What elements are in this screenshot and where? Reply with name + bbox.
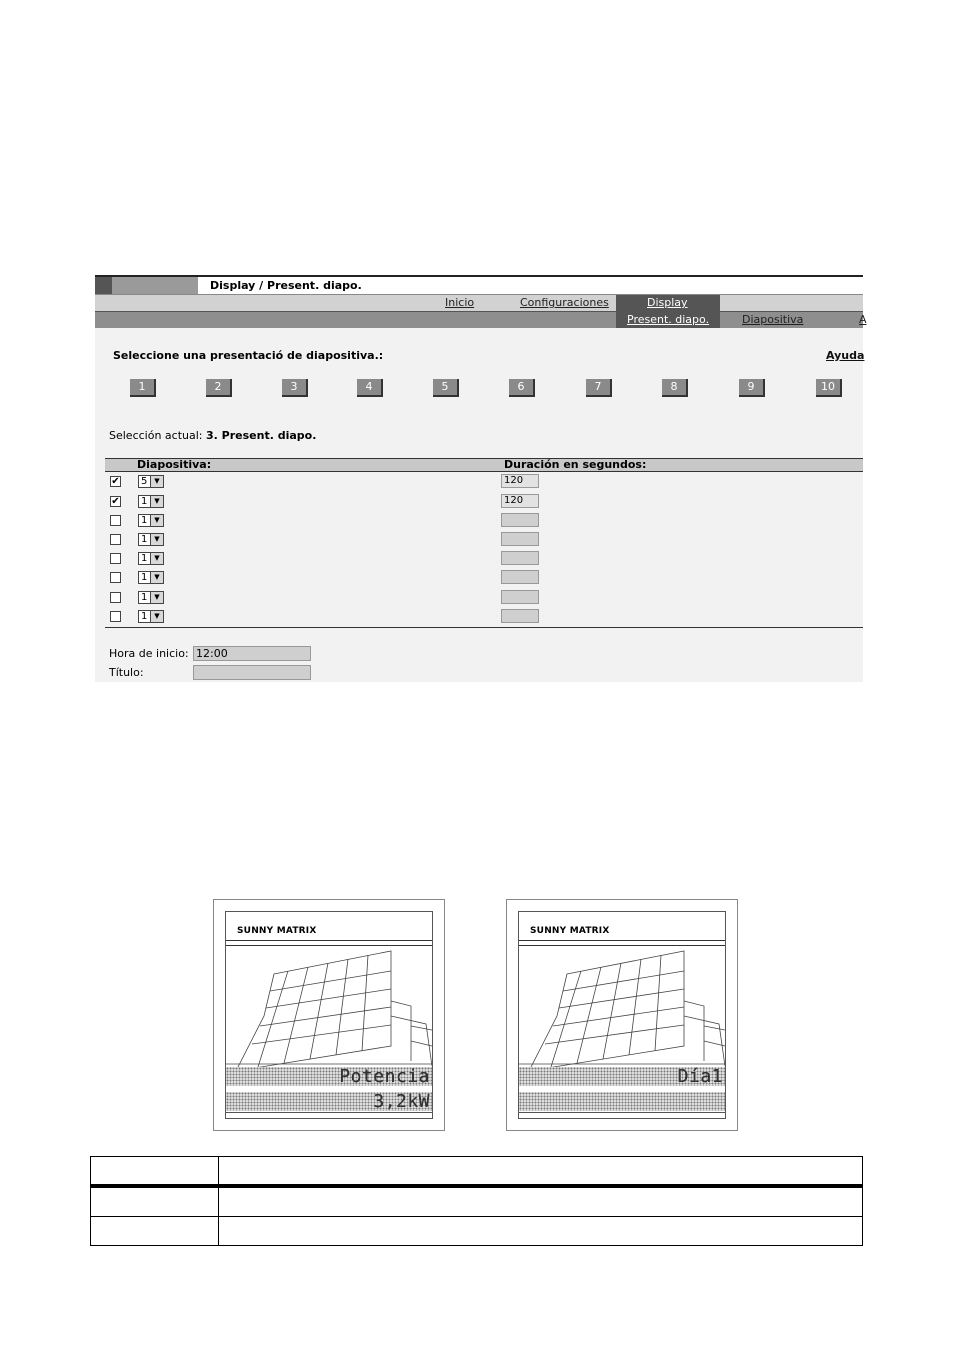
presentation-button-2[interactable]: 2 — [206, 379, 232, 397]
col-header-duration: Duración en segundos: — [504, 458, 647, 471]
presentation-button-10[interactable]: 10 — [816, 379, 842, 397]
title-bar-block-dark — [95, 277, 112, 294]
row-checkbox[interactable] — [110, 534, 121, 545]
table-row — [105, 512, 863, 531]
slide-select-value: 1 — [141, 572, 148, 583]
led-line-1 — [226, 1067, 432, 1086]
duration-input[interactable]: 120 — [501, 474, 539, 488]
table-header-rule — [91, 1184, 862, 1188]
display-preview-2 — [506, 899, 738, 1131]
divider — [519, 940, 725, 941]
led-text-1: Día1 — [677, 1066, 723, 1087]
duration-input[interactable] — [501, 532, 539, 546]
slide-select-value: 5 — [141, 476, 148, 487]
page-title: Display / Present. diapo. — [210, 279, 362, 292]
table-row-divider — [91, 1216, 862, 1217]
slide-select-value: 1 — [141, 496, 148, 507]
duration-input[interactable]: 120 — [501, 494, 539, 508]
led-line-2 — [519, 1092, 725, 1111]
web-interface-panel — [95, 275, 867, 682]
presentation-button-9[interactable]: 9 — [739, 379, 765, 397]
nav-configuraciones[interactable]: Configuraciones — [520, 296, 609, 309]
current-selection — [109, 429, 316, 442]
building-illustration — [519, 946, 725, 1066]
select-presentation-prompt: Seleccione una presentació de diapositiva.: — [113, 349, 384, 362]
presentation-button-7[interactable]: 7 — [586, 379, 612, 397]
slide-select-value: 1 — [141, 515, 148, 526]
row-checkbox[interactable] — [110, 611, 121, 622]
chevron-down-icon: ▼ — [150, 515, 163, 526]
chevron-down-icon: ▼ — [150, 496, 163, 507]
title-label: Título: — [109, 666, 144, 679]
table-row — [105, 569, 863, 588]
slide-select[interactable] — [138, 610, 164, 623]
description-table — [90, 1156, 863, 1246]
duration-input[interactable] — [501, 551, 539, 565]
presentation-button-3[interactable]: 3 — [282, 379, 308, 397]
duration-input[interactable] — [501, 609, 539, 623]
presentation-button-1[interactable]: 1 — [130, 379, 156, 397]
table-row — [105, 531, 863, 550]
slides-table-header — [105, 458, 863, 472]
presentation-button-5[interactable]: 5 — [433, 379, 459, 397]
slide-select[interactable] — [138, 475, 164, 488]
slide-select[interactable] — [138, 571, 164, 584]
subnav-present-diapo[interactable]: Present. diapo. — [627, 313, 710, 326]
duration-input[interactable] — [501, 590, 539, 604]
display-brand: SUNNY MATRIX — [530, 926, 610, 936]
presentation-button-8[interactable]: 8 — [662, 379, 688, 397]
chevron-down-icon: ▼ — [150, 592, 163, 603]
col-header-slide: Diapositiva: — [137, 458, 212, 471]
row-checkbox[interactable] — [110, 553, 121, 564]
led-text-2: 3,2kW — [373, 1091, 430, 1112]
led-text-1: Potencia — [339, 1066, 430, 1087]
current-selection-label: Selección actual: — [109, 429, 203, 442]
table-bottom-rule — [105, 627, 863, 628]
nav-display-tab[interactable] — [616, 295, 720, 311]
row-checkbox-checked[interactable]: ✔ — [111, 496, 120, 507]
chevron-down-icon: ▼ — [150, 611, 163, 622]
nav-display[interactable]: Display — [647, 296, 688, 309]
table-row — [105, 550, 863, 569]
chevron-down-icon: ▼ — [150, 572, 163, 583]
subnav-more[interactable]: A — [859, 313, 867, 326]
building-illustration — [226, 946, 432, 1066]
display-screen — [518, 911, 726, 1119]
slide-select-value: 1 — [141, 534, 148, 545]
led-line-2 — [226, 1092, 432, 1111]
chevron-down-icon: ▼ — [150, 553, 163, 564]
row-checkbox-checked[interactable]: ✔ — [111, 476, 120, 487]
slide-select-value: 1 — [141, 592, 148, 603]
table-row — [105, 493, 863, 512]
slide-select[interactable] — [138, 591, 164, 604]
help-link[interactable]: Ayuda — [826, 349, 865, 362]
nav-inicio[interactable]: Inicio — [445, 296, 475, 309]
slide-select-value: 1 — [141, 553, 148, 564]
display-brand: SUNNY MATRIX — [237, 926, 317, 936]
slide-select[interactable] — [138, 533, 164, 546]
main-nav — [95, 294, 863, 311]
table-row — [105, 608, 863, 627]
chevron-down-icon: ▼ — [150, 476, 163, 487]
subnav-diapositiva[interactable]: Diapositiva — [742, 313, 804, 326]
duration-input[interactable] — [501, 570, 539, 584]
presentation-button-4[interactable]: 4 — [357, 379, 383, 397]
slide-select[interactable] — [138, 514, 164, 527]
duration-input[interactable] — [501, 513, 539, 527]
display-preview-1 — [213, 899, 445, 1131]
subnav-present-diapo-tab[interactable] — [616, 312, 720, 328]
display-screen — [225, 911, 433, 1119]
divider — [226, 940, 432, 941]
start-time-label: Hora de inicio: — [109, 647, 189, 660]
table-column-divider — [218, 1157, 219, 1245]
led-line-1 — [519, 1067, 725, 1086]
slide-select[interactable] — [138, 495, 164, 508]
divider — [519, 1112, 725, 1113]
slide-select-value: 1 — [141, 611, 148, 622]
title-bar-block-gray — [112, 277, 198, 294]
row-checkbox[interactable] — [110, 592, 121, 603]
start-time-input[interactable]: 12:00 — [193, 646, 311, 661]
row-checkbox[interactable] — [110, 572, 121, 583]
table-row — [105, 473, 863, 492]
table-row — [105, 589, 863, 608]
slide-select[interactable] — [138, 552, 164, 565]
sub-nav — [95, 311, 867, 328]
chevron-down-icon: ▼ — [150, 534, 163, 545]
current-selection-value: 3. Present. diapo. — [206, 429, 317, 442]
title-input[interactable] — [193, 665, 311, 680]
title-bar — [95, 275, 863, 294]
presentation-button-6[interactable]: 6 — [509, 379, 535, 397]
row-checkbox[interactable] — [110, 515, 121, 526]
divider — [226, 1112, 432, 1113]
